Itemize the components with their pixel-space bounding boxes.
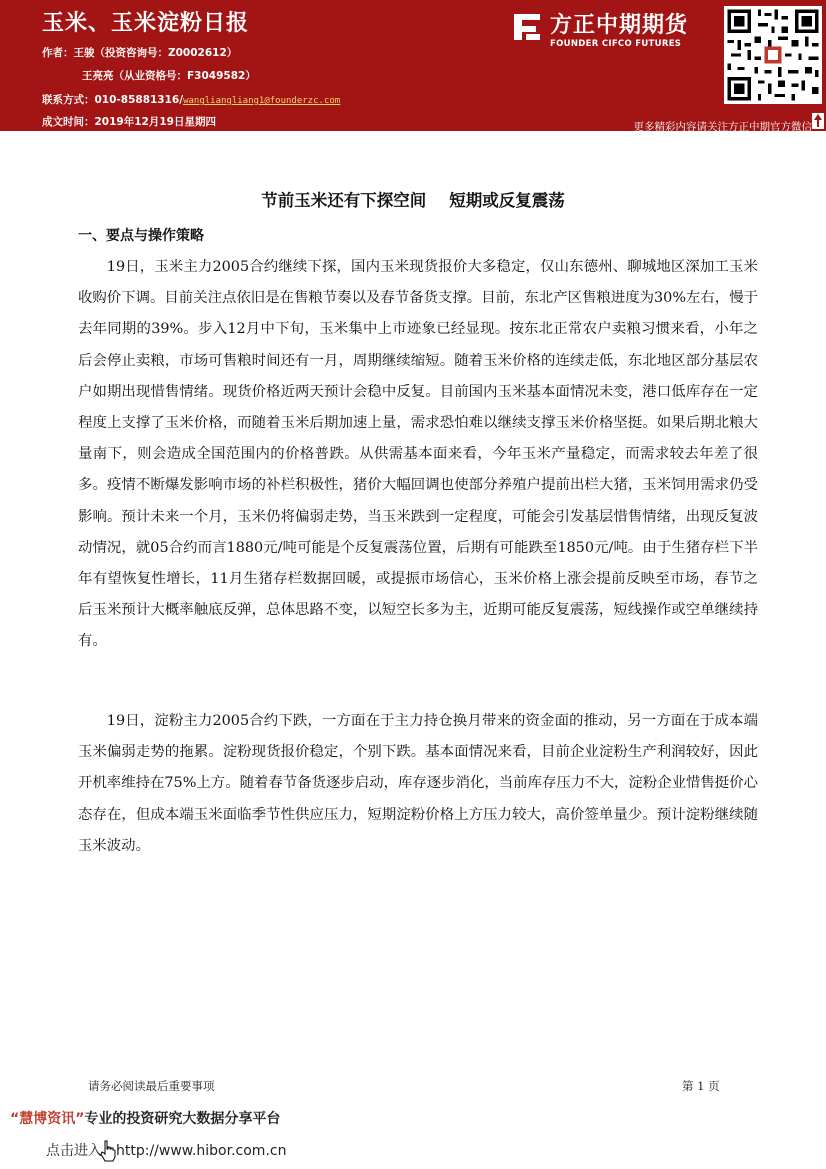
hibor-promo bbox=[10, 1108, 280, 1128]
logo-chinese-name: 方正中期期货 bbox=[550, 13, 689, 38]
logo-english-name: FOUNDER CIFCO FUTURES bbox=[550, 39, 682, 49]
qr-code-icon bbox=[724, 6, 822, 104]
document-title: 节前玉米还有下探空间 短期或反复震荡 bbox=[261, 191, 565, 210]
wechat-qr-code[interactable] bbox=[724, 6, 822, 104]
report-header-banner bbox=[0, 0, 826, 131]
link-prefix: 点击进入 bbox=[46, 1143, 102, 1159]
author-line: 作者：王骏（投资咨询号：Z0002612） bbox=[42, 47, 238, 59]
hand-pointer-icon bbox=[100, 1140, 116, 1162]
corn-analysis-paragraph: 19日，玉米主力2005合约继续下探，国内玉米现货报价大多稳定，仅山东德州、聊城地区深加工玉米收购价下调。目前关注点依旧是在售粮节奏以及春节备货支撑。目前，东北产区售粮进度为30%左右，慢于去年同期的39%。步入12月中下旬，玉米集中上市迹象已经显现。按东北正常农户卖粮习惯来看，小年之后会停止卖粮，市场可售粮时间还有一月，周期继续缩短。随着玉米价格的连续走低，东北地区部分基层农户如期出现惜售情绪。现货价格近两天预计会稳中反复。目前国内玉米基本面情况未变，港口低库存在一定程度上支撑了玉米价格，而随着玉米后期加速上量，需求恐怕难以继续支撑玉米价格坚挺。如果后期北粮大量南下，则会造成全国范围内的价格普跌。从供需基本面来看，今年玉米产量稳定，而需求较去年差了很多。疫情不断爆发影响市场的补栏积极性，猪价大幅回调也使部分养殖户提前出栏大猪，玉米饲用需求仍受影响。预计未来一个月，玉米仍将偏弱走势，当玉米跌到一定程度，可能会引发基层惜售情绪，出现反复波动情况，就05合约而言1880元/吨可能是个反复震荡位置，后期有可能跌至1850元/吨。由于生猪存栏下半年有望恢复性增长，11月生猪存栏数据回暖，或提振市场信心，玉米价格上涨会提前反映至市场，春节之后玉米预计大概率触底反弹，总体思路不变，以短空长多为主，近期可能反复震荡，短线操作或空单继续持有。 bbox=[78, 259, 758, 650]
wechat-follow-tagline: 更多精彩内容请关注方正中期官方微信 bbox=[633, 121, 812, 133]
report-title: 玉米、玉米淀粉日报 bbox=[42, 11, 250, 36]
arrow-up-icon bbox=[812, 113, 824, 129]
section-heading: 一、要点与操作策略 bbox=[78, 228, 204, 244]
contact-label: 联系方式：010-85881316/ bbox=[42, 94, 184, 106]
disclaimer-notice: 请务必阅读最后重要事项 bbox=[88, 1079, 215, 1093]
contact-email-link[interactable]: wangliangliang1@founderzc.com bbox=[183, 96, 341, 106]
company-logo bbox=[510, 8, 720, 54]
date-line: 成文时间：2019年12月19日星期四 bbox=[42, 116, 216, 128]
founder-logo-icon bbox=[510, 10, 544, 44]
promo-text: 专业的投资研究大数据分享平台 bbox=[84, 1111, 281, 1127]
starch-analysis-paragraph: 19日，淀粉主力2005合约下跌，一方面在于主力持仓换月带来的资金面的推动，另一方面在于成本端玉米偏弱走势的拖累。淀粉现货报价稳定，个别下跌。基本面情况来看，目前企业淀粉生产利润较好，因此开机率维持在75%上方。随着春节备货逐步启动，库存逐步消化，当前库存压力不大，淀粉企业惜售挺价心态存在，但成本端玉米面临季节性供应压力，短期淀粉价格上方压力较大，高价签单量少。预计淀粉继续随玉米波动。 bbox=[78, 713, 758, 854]
hibor-link-line bbox=[46, 1140, 286, 1160]
hibor-link[interactable]: http://www.hibor.com.cn bbox=[116, 1143, 287, 1159]
coauthor-line: 王亮亮（从业资格号：F3049582） bbox=[82, 70, 256, 82]
promo-brand: “慧博资讯” bbox=[10, 1111, 85, 1127]
page-number: 第 1 页 bbox=[682, 1079, 720, 1093]
contact-line bbox=[42, 92, 340, 107]
